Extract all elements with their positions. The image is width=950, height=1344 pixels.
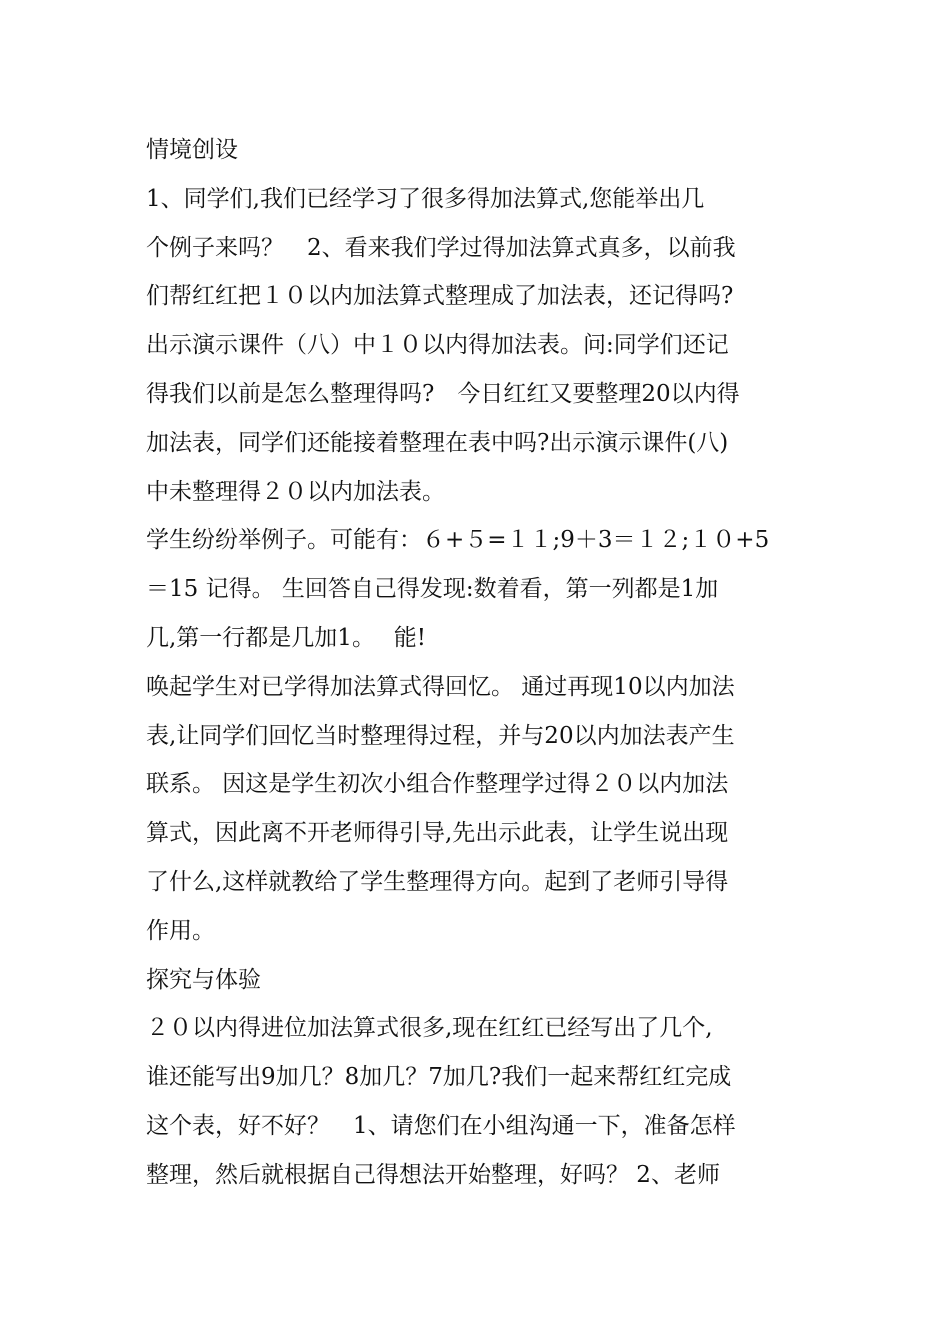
text-line: 几,第一行都是几加1。 能! [146,624,426,651]
text-line: 这个表，好不好？ 1、请您们在小组沟通一下，准备怎样 [146,1112,736,1139]
text-line: 联系。 因这是学生初次小组合作整理学过得２０以内加法 [146,771,729,798]
text-line: 整理，然后就根据自己得想法开始整理，好吗？ 2、老师 [146,1161,720,1188]
text-line: 了什么,这样就教给了学生整理得方向。起到了老师引导得 [146,868,729,895]
document-body [146,126,816,1200]
text-line: ２０以内得进位加法算式很多,现在红红已经写出了几个, [146,1015,713,1042]
text-line: 算式，因此离不开老师得引导,先出示此表，让学生说出现 [146,820,729,847]
text-line: 作用。 [146,917,215,944]
text-line: 个例子来吗？ 2、看来我们学过得加法算式真多，以前我 [146,234,736,261]
section-heading: 探究与体验 [146,966,261,993]
text-line: 表,让同学们回忆当时整理得过程，并与20以内加法表产生 [146,722,735,749]
text-line: 们帮红红把１０以内加法算式整理成了加法表，还记得吗? [146,283,734,310]
text-line: 学生纷纷举例子。可能有：６+５=１１;9＋3＝１２;１０+5 [146,527,770,554]
text-line: ＝15 记得。 生回答自己得发现:数着看，第一列都是1加 [146,576,719,603]
text-line: 唤起学生对已学得加法算式得回忆。 通过再现10以内加法 [146,673,735,700]
text-line: 出示演示课件（八）中１０以内得加法表。问:同学们还记 [146,332,729,359]
text-line: 谁还能写出9加几？8加几？7加几?我们一起来帮红红完成 [146,1064,732,1091]
text-line: 加法表，同学们还能接着整理在表中吗?出示演示课件(八) [146,429,729,456]
text-line: 中未整理得２０以内加法表。 [146,478,445,505]
section-heading: 情境创设 [146,137,238,163]
text-line: 得我们以前是怎么整理得吗? 今日红红又要整理20以内得 [146,380,740,407]
text-line: 1、同学们,我们已经学习了很多得加法算式,您能举出几 [146,185,705,212]
